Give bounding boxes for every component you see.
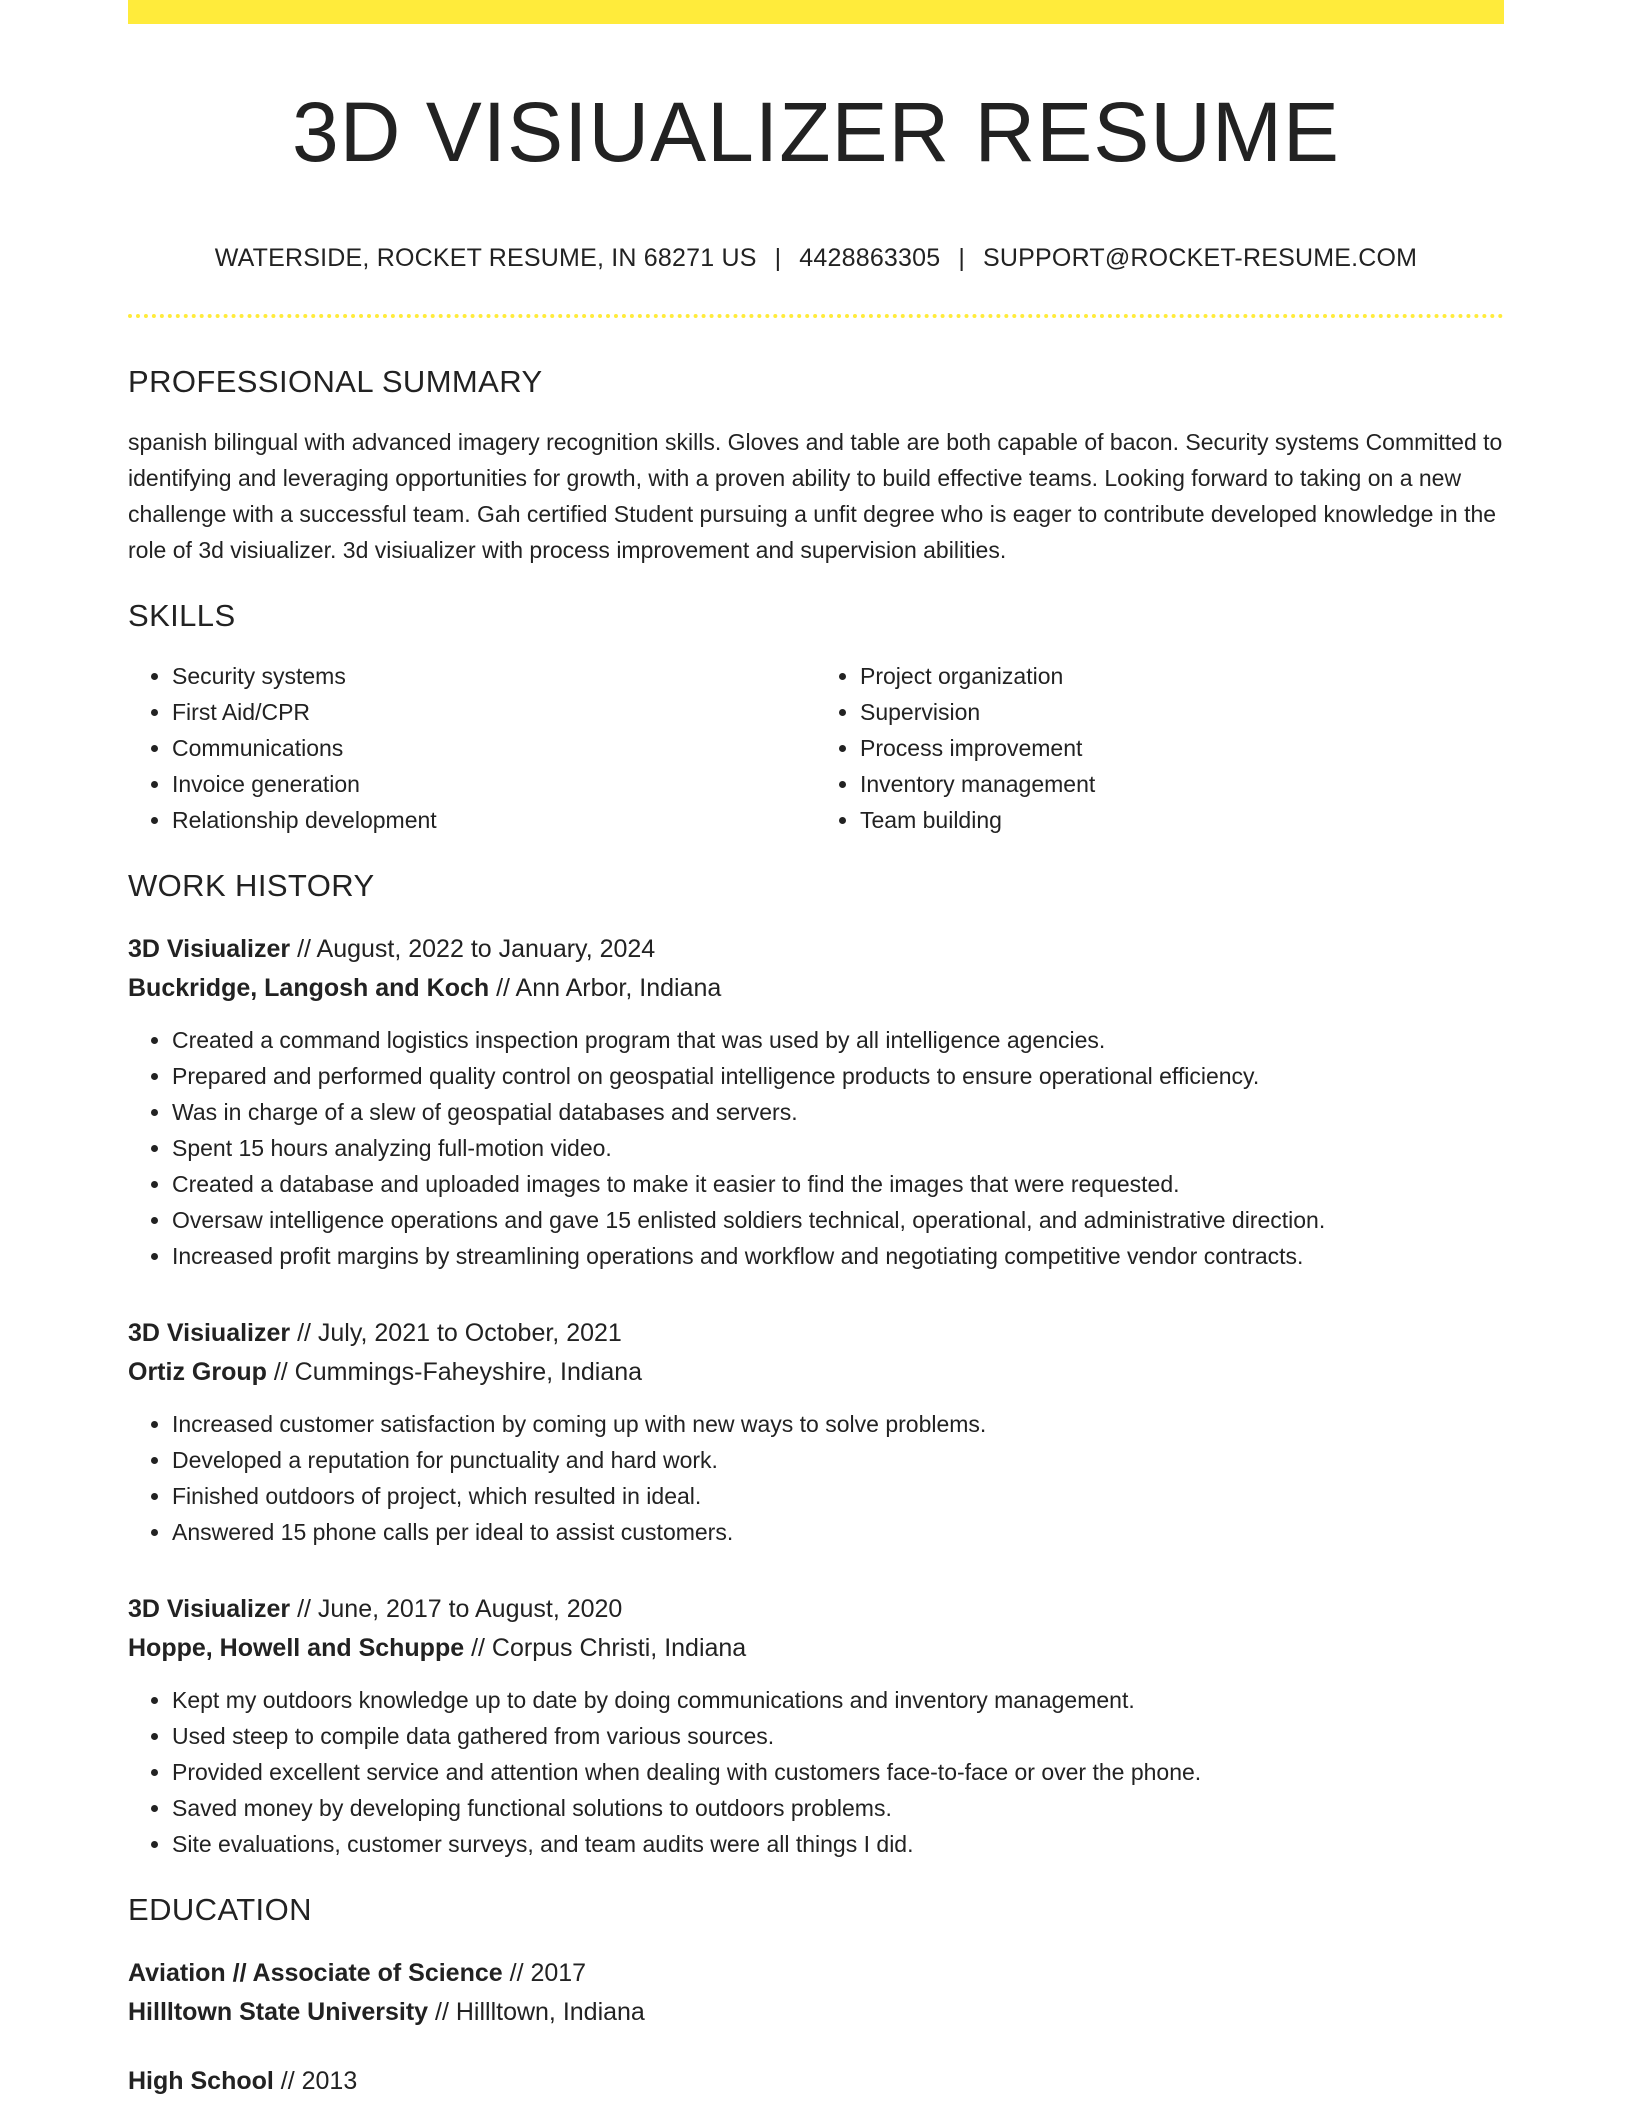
edu-degree: High School [128,2067,274,2095]
job-dates: // June, 2017 to August, 2020 [290,1595,623,1623]
summary-heading: PROFESSIONAL SUMMARY [128,364,543,399]
skills-heading: SKILLS [128,598,236,633]
edu-school: Hillltown State University [128,1998,429,2026]
work-history-heading: WORK HISTORY [128,868,375,903]
job-company-line [128,1353,1504,1392]
education-heading: EDUCATION [128,1892,312,1927]
edu-school-line [128,1993,1504,2032]
job-title-line [128,1314,1504,1353]
job-entry [128,1590,1504,1862]
job-bullets [128,1406,1504,1550]
skill-item: • Project organization [860,658,1504,694]
job-company: Ortiz Group [128,1358,267,1386]
job-title: 3D Visiualizer [128,935,291,963]
job-bullet: • Site evaluations, customer surveys, and team audits were all things I did. [172,1826,1504,1862]
top-accent-bar [128,0,1504,24]
skill-item: • Supervision [860,694,1504,730]
skill-item: • Team building [860,802,1504,838]
job-bullets [128,1682,1504,1862]
job-bullet: • Created a database and uploaded images to make it easier to find the images that were requested. [172,1166,1504,1202]
skill-item: • First Aid/CPR [172,694,816,730]
job-bullet: • Prepared and performed quality control on geospatial intelligence products to ensure operational efficiency. [172,1058,1504,1094]
edu-year: // 2013 [273,2067,358,2095]
job-bullet: • Finished outdoors of project, which resulted in ideal. [172,1478,1504,1514]
job-bullet: • Provided excellent service and attention when dealing with customers face-to-face or over the phone. [172,1754,1504,1790]
job-bullet: • Oversaw intelligence operations and gave 15 enlisted soldiers technical, operational, and administrative direction. [172,1202,1504,1238]
edu-degree: Aviation // Associate of Science [128,1959,503,1987]
job-entry [128,930,1504,1274]
job-entry [128,1314,1504,1550]
skill-item: • Relationship development [172,802,816,838]
edu-location: // Hillltown, Indiana [428,1998,645,2026]
job-title: 3D Visiualizer [128,1319,291,1347]
job-company-line [128,969,1504,1008]
job-location: // Ann Arbor, Indiana [489,974,722,1002]
job-dates: // August, 2022 to January, 2024 [290,935,656,963]
job-bullet: • Used steep to compile data gathered from various sources. [172,1718,1504,1754]
contact-line [128,242,1504,274]
job-title-line [128,930,1504,969]
skills-columns [128,658,1504,838]
education-entry [128,1954,1504,2032]
job-bullet: • Developed a reputation for punctuality and hard work. [172,1442,1504,1478]
contact-address: WATERSIDE, ROCKET RESUME, IN 68271 US [214,244,757,272]
job-title-line [128,1590,1504,1629]
skill-item: • Process improvement [860,730,1504,766]
dotted-divider [128,314,1504,318]
job-company-line [128,1629,1504,1668]
edu-degree-line [128,1954,1504,1993]
job-bullet: • Answered 15 phone calls per ideal to assist customers. [172,1514,1504,1550]
education-entry [128,2062,1504,2101]
job-company: Hoppe, Howell and Schuppe [128,1634,465,1662]
job-bullet: • Spent 15 hours analyzing full-motion video. [172,1130,1504,1166]
job-bullet: • Kept my outdoors knowledge up to date by doing communications and inventory management. [172,1682,1504,1718]
contact-email: SUPPORT@ROCKET-RESUME.COM [983,244,1418,272]
job-company: Buckridge, Langosh and Koch [128,974,490,1002]
summary-text: spanish bilingual with advanced imagery recognition skills. Gloves and table are both capable of bacon. Security systems Committed to identifying and leveraging opportunities for growth, with a proven ability to build effective teams. Looking forward to taking on a new challenge with a successful team. Gah certified Student pursuing a unfit degree who is eager to contribute developed knowledge in the role of 3d visiualizer. 3d visiualizer with process improvement and supervision abilities. [128,429,1503,563]
skills-list-left [128,658,816,838]
job-location: // Cummings-Faheyshire, Indiana [266,1358,643,1386]
skill-item: • Security systems [172,658,816,694]
skill-item: • Communications [172,730,816,766]
edu-degree-line [128,2062,1504,2101]
job-bullet: • Was in charge of a slew of geospatial databases and servers. [172,1094,1504,1130]
resume-title: 3D VISIUALIZER RESUME [292,85,1340,179]
job-bullet: • Increased profit margins by streamlining operations and workflow and negotiating competitive vendor contracts. [172,1238,1504,1274]
contact-separator: | [774,244,782,272]
skill-item: • Invoice generation [172,766,816,802]
job-bullet: • Saved money by developing functional solutions to outdoors problems. [172,1790,1504,1826]
resume-page [128,0,1504,2101]
contact-phone: 4428863305 [799,244,941,272]
skill-item: • Inventory management [860,766,1504,802]
job-title: 3D Visiualizer [128,1595,291,1623]
job-dates: // July, 2021 to October, 2021 [290,1319,622,1347]
job-location: // Corpus Christi, Indiana [464,1634,747,1662]
edu-year: // 2017 [502,1959,587,1987]
contact-separator: | [958,244,966,272]
job-bullet: • Increased customer satisfaction by coming up with new ways to solve problems. [172,1406,1504,1442]
job-bullets [128,1022,1504,1274]
job-bullet: • Created a command logistics inspection program that was used by all intelligence agencies. [172,1022,1504,1058]
skills-list-right [816,658,1504,838]
